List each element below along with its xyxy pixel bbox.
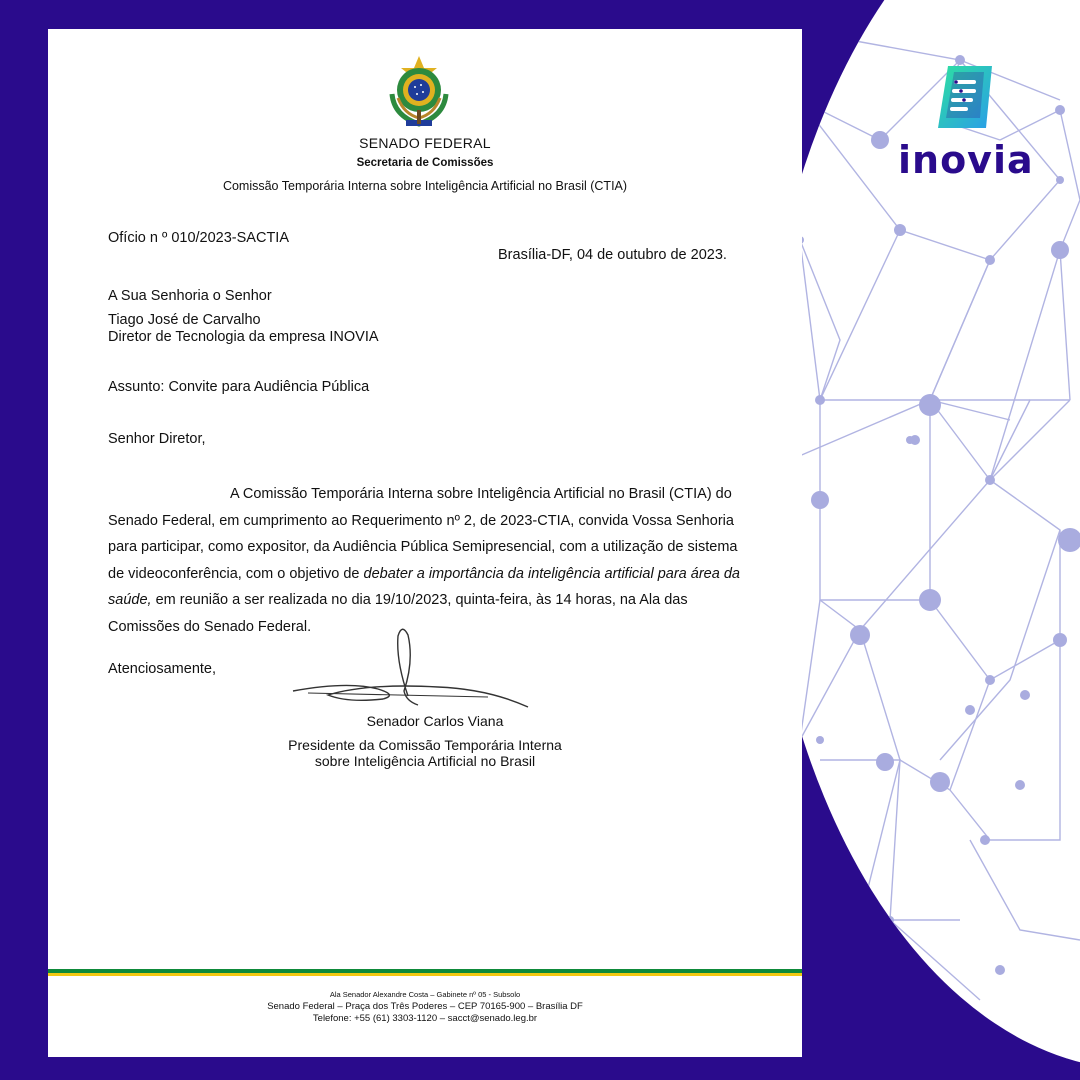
letter-greeting: Senhor Diretor, bbox=[108, 431, 206, 447]
inovia-wordmark: inovia bbox=[898, 138, 1034, 182]
inovia-brand bbox=[898, 62, 1034, 182]
recipient-salutation: A Sua Senhoria o Senhor bbox=[108, 288, 272, 304]
committee-name: Comissão Temporária Interna sobre Inteligência Artificial no Brasil (CTIA) bbox=[222, 179, 628, 193]
footer-institution-line: Senado Federal – Praça dos Três Poderes – CEP 70165-900 – Brasília DF bbox=[267, 1001, 583, 1012]
department-name: Secretaria de Comissões bbox=[356, 157, 494, 169]
handwritten-signature bbox=[288, 621, 548, 716]
signer-role-line2: sobre Inteligência Artificial no Brasil bbox=[314, 753, 536, 769]
signer-name: Senador Carlos Viana bbox=[366, 713, 504, 729]
signer-role bbox=[48, 737, 802, 769]
letter-body bbox=[108, 481, 748, 640]
recipient-role: Diretor de Tecnologia da empresa INOVIA bbox=[108, 329, 379, 345]
letter-reference: Ofício n º 010/2023-SACTIA bbox=[108, 230, 289, 246]
letter-closing: Atenciosamente, bbox=[108, 661, 217, 677]
letter-place-date: Brasília-DF, 04 de outubro de 2023. bbox=[498, 247, 727, 263]
letter-footer bbox=[48, 989, 802, 1025]
inovia-logo-icon bbox=[934, 62, 996, 134]
footer-yellow-stripe bbox=[48, 973, 802, 976]
body-text-part1: A Comissão Temporária Interna sobre Inteligência Artificial no Brasil (CTIA) do Senado Federal, em cumprimento ao Requerimento nº 2, de 2023-CTIA, convida Vossa Senhoria para participar, como expositor, da Audiência Pública Semipresencial, com a utilização de sistema de videoconferência, com o objetivo de bbox=[108, 486, 738, 582]
footer-contact-line: Telefone: +55 (61) 3303-1120 – sacct@senado.leg.br bbox=[312, 1013, 538, 1024]
body-text-part2: em reunião a ser realizada no dia 19/10/2023, quinta-feira, às 14 horas, na Ala das Comissões do Senado Federal. bbox=[108, 592, 688, 635]
letter-document bbox=[48, 29, 802, 1057]
recipient-name: Tiago José de Carvalho bbox=[108, 312, 261, 328]
institution-name: SENADO FEDERAL bbox=[359, 135, 491, 151]
body-text-emphasis: debater a importância da inteligência artificial para área da saúde, bbox=[108, 565, 740, 608]
brazil-coat-of-arms-icon bbox=[384, 54, 454, 130]
letter-subject: Assunto: Convite para Audiência Pública bbox=[108, 379, 370, 395]
signer-role-line1: Presidente da Comissão Temporária Interna bbox=[288, 737, 562, 753]
footer-address-line: Ala Senador Alexandre Costa – Gabinete nº 05 - Subsolo bbox=[329, 990, 521, 999]
